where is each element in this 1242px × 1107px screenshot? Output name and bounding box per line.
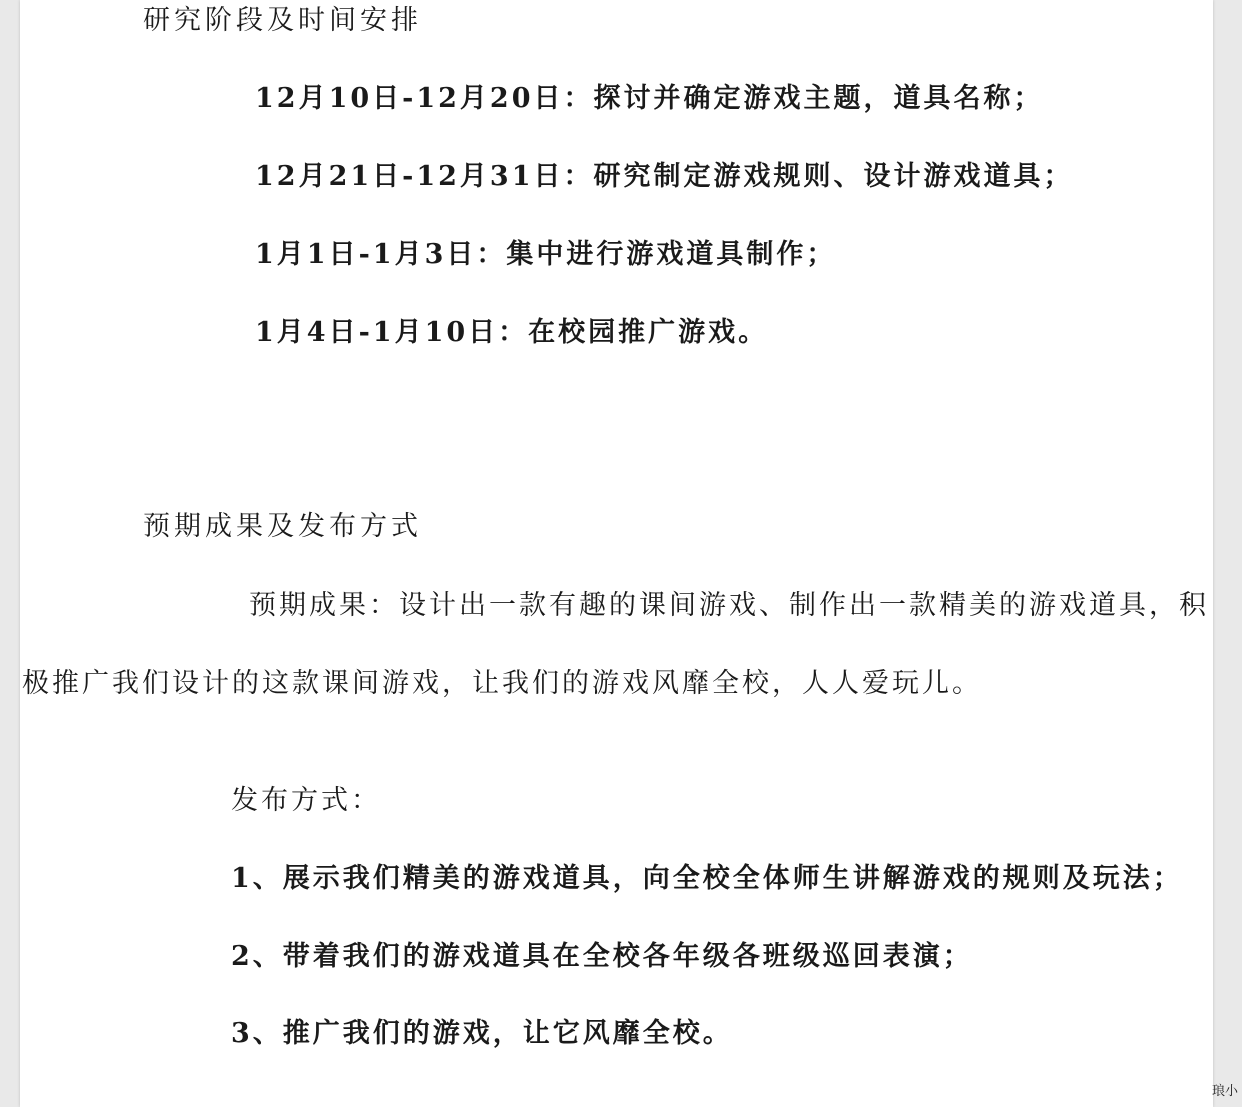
schedule-item: 12月21日-12月31日：研究制定游戏规则、设计游戏道具； [255, 161, 1074, 192]
publish-item: 3、推广我们的游戏，让它风靡全校。 [231, 1018, 733, 1049]
document-page [20, 0, 1213, 1107]
expected-results-line-2: 极推广我们设计的这款课间游戏，让我们的游戏风靡全校，人人爱玩儿。 [22, 668, 982, 699]
publish-method-title: 发布方式： [231, 785, 381, 816]
publish-item: 1、展示我们精美的游戏道具，向全校全体师生讲解游戏的规则及玩法； [231, 863, 1183, 894]
schedule-item: 12月10日-12月20日：探讨并确定游戏主题，道具名称； [255, 83, 1044, 114]
schedule-item: 1月4日-1月10日：在校园推广游戏。 [255, 317, 769, 348]
publish-item: 2、带着我们的游戏道具在全校各年级各班级巡回表演； [231, 941, 973, 972]
section-heading-results: 预期成果及发布方式 [143, 511, 422, 542]
watermark-label: 琅小 [1211, 1084, 1238, 1099]
schedule-item: 1月1日-1月3日：集中进行游戏道具制作； [255, 239, 837, 270]
section-heading-schedule: 研究阶段及时间安排 [143, 5, 422, 36]
expected-results-line-1: 预期成果：设计出一款有趣的课间游戏、制作出一款精美的游戏道具，积 [249, 590, 1209, 621]
